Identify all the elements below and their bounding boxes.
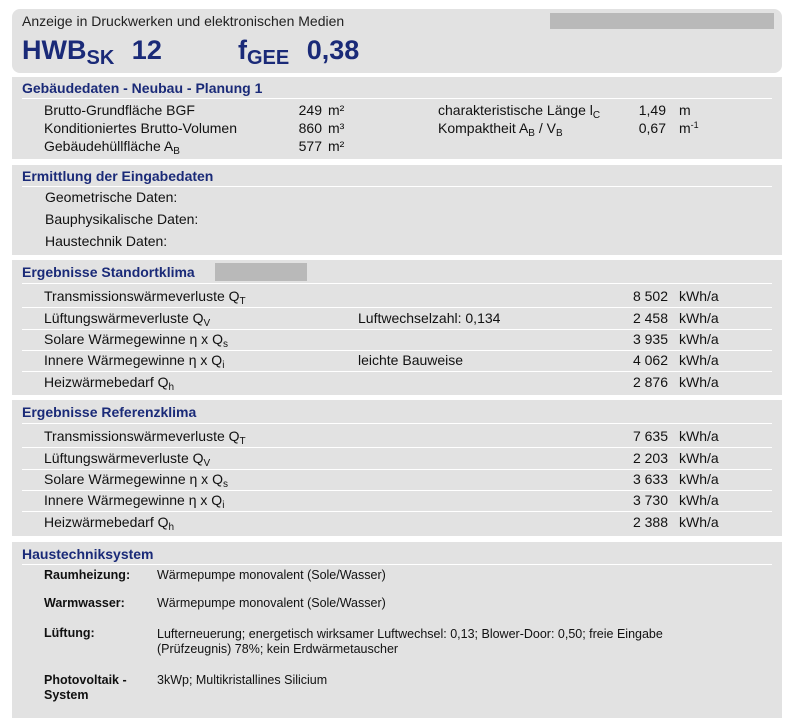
standort-unit: kWh/a: [679, 288, 719, 304]
input-row: Geometrische Daten:: [45, 189, 178, 205]
fgee-label: f: [238, 35, 247, 65]
redacted-field: [550, 13, 774, 29]
divider: [22, 564, 772, 565]
divider: [22, 423, 772, 424]
standort-note: leichte Bauweise: [358, 352, 464, 368]
referenz-row: Heizwärmebedarf $Q_h$: [44, 514, 175, 533]
referenz-value: 3 633: [632, 471, 668, 487]
haustechnik-title: Haustechniksystem: [22, 546, 154, 562]
haustechnik-value: Wärmepumpe monovalent (Sole/Wasser): [157, 568, 386, 582]
referenz-value: 7 635: [632, 428, 668, 444]
haustechnik-value: Lufterneuerung; energetisch wirksamer Luftwechsel: 0,13; Blower-Door: 0,50; freie Eingabe (Prüfzeugnis) 78%; kein Erdwärmetauscher: [157, 627, 663, 656]
haustechnik-value: Wärmepumpe monovalent (Sole/Wasser): [157, 596, 386, 610]
building-title: Gebäudedaten - Neubau - Planung 1: [22, 80, 263, 96]
standort-title: Ergebnisse Standortklima: [22, 264, 195, 280]
header-panel: [12, 9, 782, 73]
header-subtitle: Anzeige in Druckwerken und elektronischen Medien: [22, 13, 345, 29]
referenz-value: 3 730: [632, 492, 668, 508]
standort-row: Lüftungswärmeverluste $Q_V$: [44, 310, 211, 329]
divider: [22, 511, 772, 512]
standort-unit: kWh/a: [679, 374, 719, 390]
referenz-title: Ergebnisse Referenzklima: [22, 404, 197, 420]
building-right-value: 1,49: [638, 102, 666, 118]
referenz-row: Solare Wärmegewinne η x $Q_s$: [44, 471, 228, 490]
divider: [22, 371, 772, 372]
standort-unit: kWh/a: [679, 310, 719, 326]
standort-row: Solare Wärmegewinne η x $Q_s$: [44, 331, 228, 350]
building-value: 860: [298, 120, 322, 136]
haustechnik-label: Raumheizung:: [44, 568, 131, 582]
standort-value: 4 062: [632, 352, 668, 368]
building-row: Gebäudehüllfläche $A_B$: [44, 138, 180, 157]
standort-unit: kWh/a: [679, 331, 719, 347]
building-right-row: Kompaktheit $A_B / V_B$: [438, 120, 563, 139]
hwb-value: 12: [131, 35, 162, 65]
redacted-field: [215, 263, 307, 281]
standort-row: Heizwärmebedarf $Q_h$: [44, 374, 175, 393]
building-value: 249: [298, 102, 322, 118]
input-title: Ermittlung der Eingabedaten: [22, 168, 214, 184]
input-row: Bauphysikalische Daten:: [45, 211, 199, 227]
building-right-row: charakteristische Länge $l_C$: [438, 102, 601, 121]
divider: [22, 307, 772, 308]
haustechnik-value: 3kWp; Multikristallines Silicium: [157, 673, 328, 687]
standort-unit: kWh/a: [679, 352, 719, 368]
building-right-unit: $m^{-1}$: [679, 120, 699, 136]
divider: [22, 283, 772, 284]
input-section: [12, 165, 782, 255]
haustechnik-label: Photovoltaik - System: [44, 673, 127, 702]
building-value: 577: [298, 138, 322, 154]
standort-value: 2 458: [632, 310, 668, 326]
standort-value: 2 876: [632, 374, 668, 390]
building-unit: m²: [328, 102, 345, 118]
referenz-unit: kWh/a: [679, 450, 719, 466]
divider: [22, 350, 772, 351]
referenz-unit: kWh/a: [679, 492, 719, 508]
standort-row: Innere Wärmegewinne η x $Q_i$: [44, 352, 225, 371]
building-row: Konditioniertes Brutto-Volumen: [44, 120, 237, 136]
referenz-value: 2 388: [632, 514, 668, 530]
hwb-indicator: [22, 35, 162, 70]
referenz-value: 2 203: [632, 450, 668, 466]
fgee-sub: GEE: [247, 47, 290, 69]
building-right-unit: m: [679, 102, 691, 118]
haustechnik-section: [12, 542, 782, 718]
building-row: Brutto-Grundfläche BGF: [44, 102, 195, 118]
divider: [22, 469, 772, 470]
haustechnik-label: Lüftung:: [44, 626, 95, 640]
haustechnik-label: Warmwasser:: [44, 596, 125, 610]
fgee-value: 0,38: [306, 35, 360, 65]
standort-note: Luftwechselzahl: 0,134: [358, 310, 501, 326]
standort-value: 8 502: [632, 288, 668, 304]
divider: [22, 490, 772, 491]
building-right-value: 0,67: [638, 120, 666, 136]
referenz-section: [12, 400, 782, 536]
building-unit: m³: [328, 120, 345, 136]
referenz-unit: kWh/a: [679, 514, 719, 530]
hwb-sub: SK: [86, 47, 115, 69]
divider: [22, 98, 772, 99]
divider: [22, 329, 772, 330]
divider: [22, 186, 772, 187]
standort-value: 3 935: [632, 331, 668, 347]
fgee-indicator: [238, 35, 359, 70]
referenz-unit: kWh/a: [679, 471, 719, 487]
hwb-label: HWB: [22, 35, 87, 65]
standort-row: Transmissionswärmeverluste $Q_T$: [44, 288, 246, 307]
standort-section: [12, 260, 782, 395]
referenz-unit: kWh/a: [679, 428, 719, 444]
input-row: Haustechnik Daten:: [45, 233, 168, 249]
building-unit: m²: [328, 138, 345, 154]
referenz-row: Transmissionswärmeverluste $Q_T$: [44, 428, 246, 447]
building-section: [12, 77, 782, 159]
divider: [22, 447, 772, 448]
referenz-row: Lüftungswärmeverluste $Q_V$: [44, 450, 211, 469]
referenz-row: Innere Wärmegewinne η x $Q_i$: [44, 492, 225, 511]
